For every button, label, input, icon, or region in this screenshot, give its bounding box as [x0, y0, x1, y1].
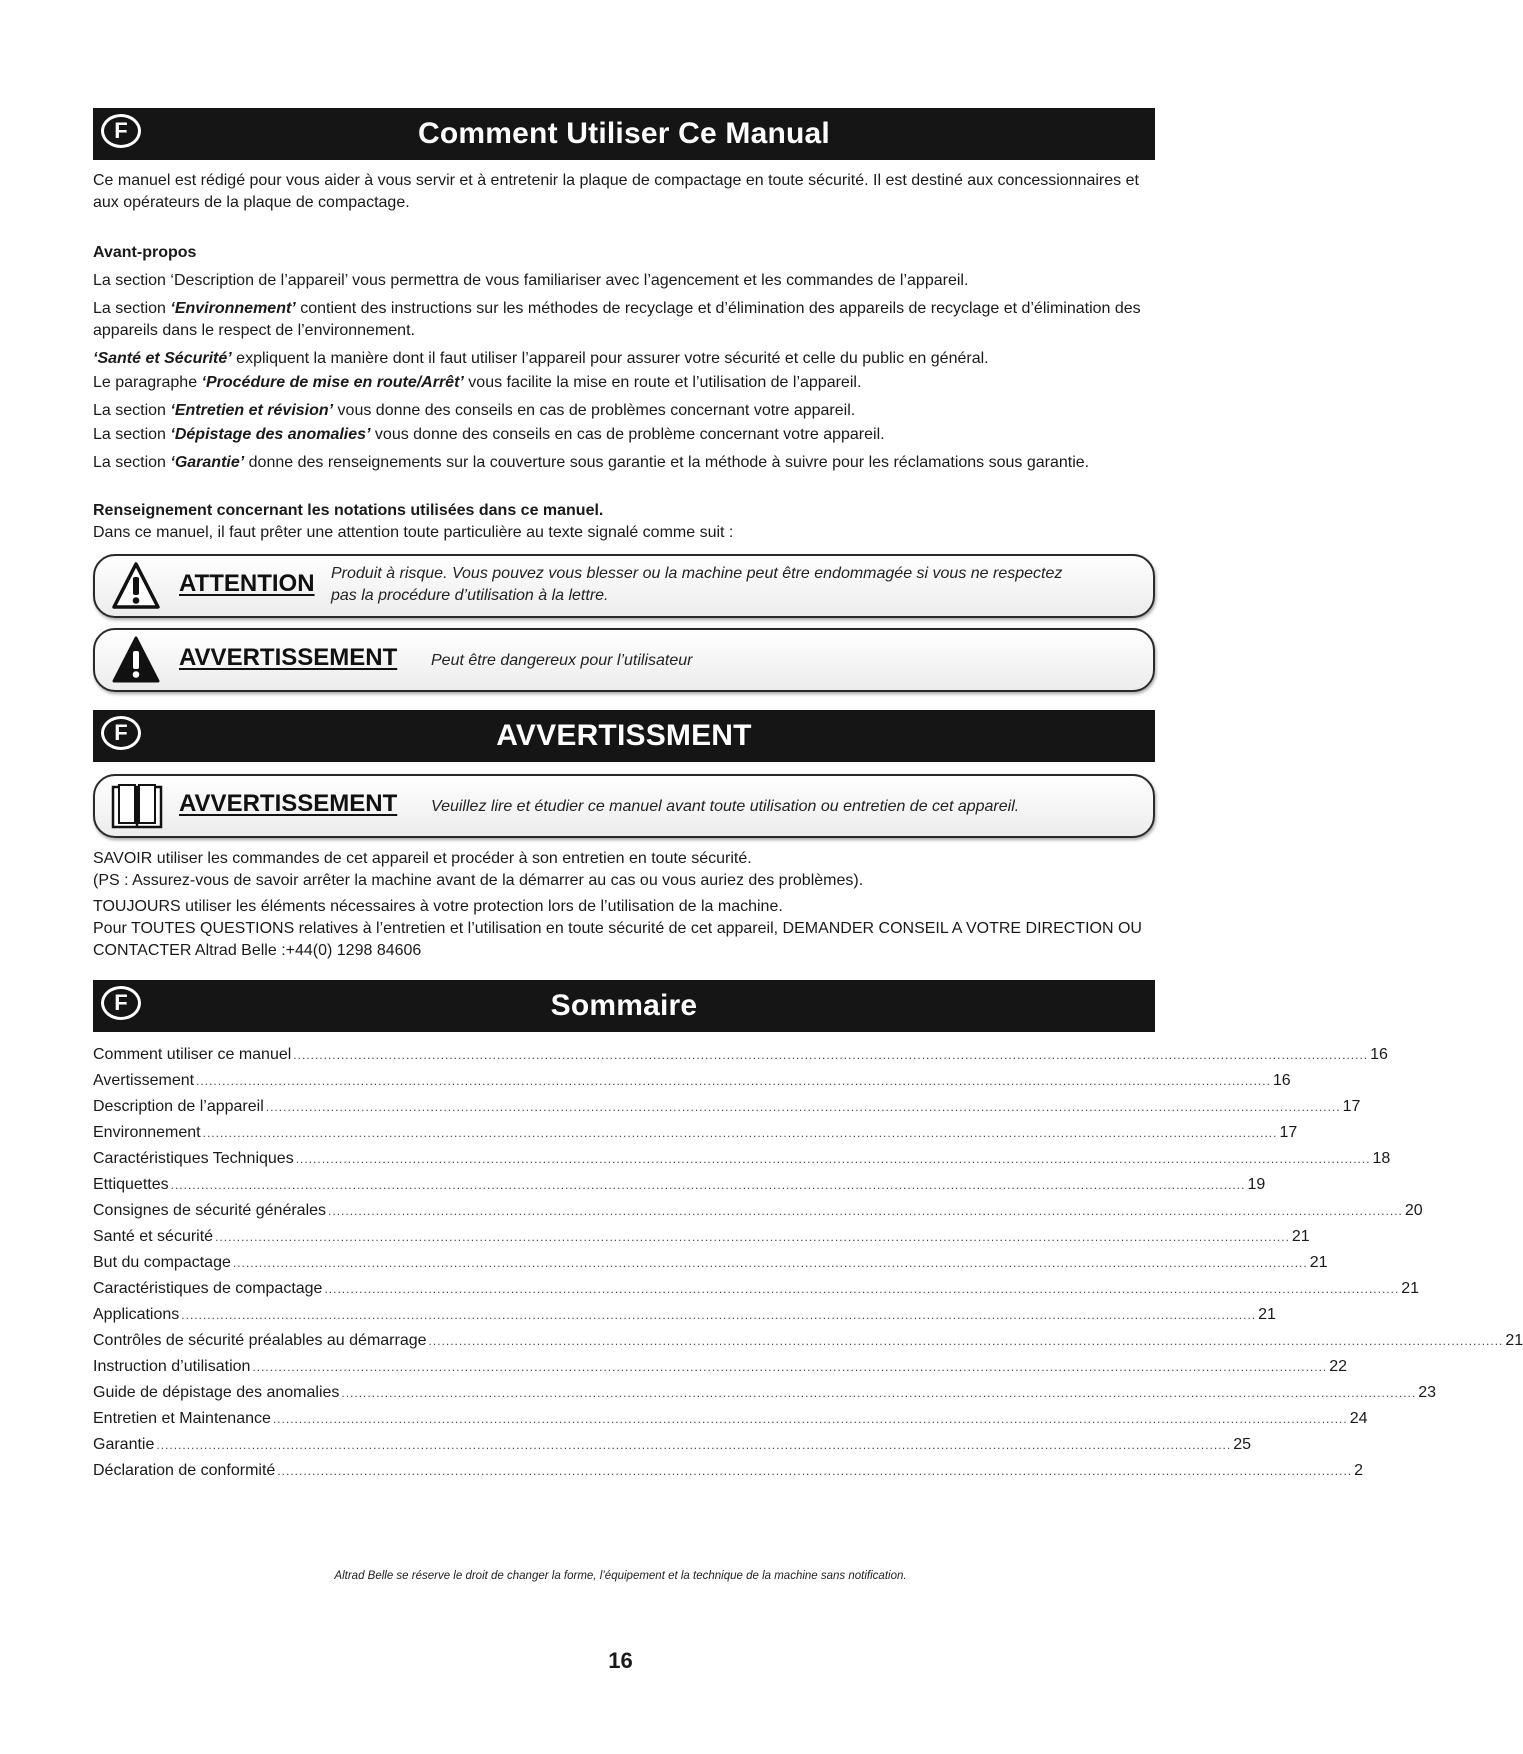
toc-entry[interactable]: Avertissement ........................................................................................................................................................................................................................................................ 16 [93, 1072, 1291, 1089]
attention-box [93, 554, 1155, 618]
language-badge-icon: F [101, 986, 141, 1020]
toc-entry[interactable]: Guide de dépistage des anomalies ........................................................................................................................................................................................................................................................ 23 [93, 1384, 1437, 1401]
section-title: Comment Utiliser Ce Manual [418, 117, 830, 150]
notation-heading: Renseignement concernant les notations utilisées dans ce manuel. [93, 502, 604, 519]
intro-paragraph: Ce manuel est rédigé pour vous aider à vous servir et à entretenir la plaque de compactage en toute sécurité. Il est destiné aux concessionnaires et aux opérateurs de la plaque de compactage. [93, 172, 1139, 211]
attention-text: Produit à risque. Vous pouvez vous blesser ou la machine peut être endommagée si vous ne respectez pas la procédure d’utilisation à la lettre. [331, 565, 1063, 604]
warning-label: AVVERTISSEMENT [179, 644, 398, 671]
section-title: Sommaire [550, 989, 698, 1022]
language-badge-icon: F [101, 716, 141, 750]
toc-entry[interactable]: Entretien et Maintenance ........................................................................................................................................................................................................................................................ 24 [93, 1410, 1368, 1427]
warning-box [93, 628, 1155, 692]
subheading-avant-propos: Avant-propos [93, 244, 197, 261]
paragraph-procedure: Le paragraphe ‘Procédure de mise en route/Arrêt’ vous facilite la mise en route et l’utilisation de l’appareil. [93, 374, 862, 391]
manual-page [93, 108, 1523, 1484]
instruction-line: Pour TOUTES QUESTIONS relatives à l’entretien et l’utilisation en toute sécurité de cet appareil, DEMANDER CONSEIL A VOTRE DIRECTION OU CONTACTER Altrad Belle :+44(0) 1298 84606 [93, 920, 1142, 959]
toc-entry[interactable]: Applications ........................................................................................................................................................................................................................................................ 21 [93, 1306, 1276, 1323]
disclaimer-footnote: Altrad Belle se réserve le droit de changer la forme, l’équipement et la technique de la machine sans notification. [334, 1570, 907, 1582]
paragraph-description: La section ‘Description de l’appareil’ vous permettra de vous familiariser avec l’agencement et les commandes de l’appareil. [93, 272, 969, 289]
toc-entry[interactable]: Contrôles de sécurité préalables au démarrage ........................................................................................................................................................................................................................................................ 21 [93, 1332, 1523, 1349]
toc-entry[interactable]: Déclaration de conformité ........................................................................................................................................................................................................................................................ 2 [93, 1462, 1364, 1479]
caution-triangle-outline-icon [111, 561, 161, 611]
section-title: AVVERTISSMENT [496, 719, 752, 752]
paragraph-garantie: La section ‘Garantie’ donne des renseignements sur la couverture sous garantie et la méthode à suivre pour les réclamations sous garantie. [93, 454, 1090, 471]
instruction-line: SAVOIR utiliser les commandes de cet appareil et procéder à son entretien en toute sécurité. [93, 850, 752, 867]
toc-entry[interactable]: But du compactage ........................................................................................................................................................................................................................................................ 21 [93, 1254, 1328, 1271]
toc-entry[interactable]: Santé et sécurité ........................................................................................................................................................................................................................................................ 21 [93, 1228, 1310, 1245]
paragraph-depistage: La section ‘Dépistage des anomalies’ vous donne des conseils en cas de problème concernant votre appareil. [93, 426, 885, 443]
table-of-contents [93, 1042, 1523, 1484]
toc-entry[interactable]: Instruction d’utilisation ........................................................................................................................................................................................................................................................ 22 [93, 1358, 1348, 1375]
paragraph-environnement: La section ‘Environnement’ contient des instructions sur les méthodes de recyclage et d’élimination des appareils de recyclage et d’élimination des appareils dans le respect de l’environnement. [93, 300, 1141, 339]
manual-warning-text: Veuillez lire et étudier ce manuel avant toute utilisation ou entretien de cet appareil. [431, 798, 1020, 815]
notation-subtext: Dans ce manuel, il faut prêter une attention toute particulière au texte signalé comme suit : [93, 524, 734, 541]
page-number: 16 [608, 1648, 633, 1673]
toc-entry[interactable]: Consignes de sécurité générales ........................................................................................................................................................................................................................................................ 20 [93, 1202, 1423, 1219]
manual-warning-label: AVVERTISSEMENT [179, 790, 398, 817]
warning-text: Peut être dangereux pour l’utilisateur [431, 652, 693, 669]
read-manual-box [93, 774, 1155, 838]
paragraph-sante: ‘Santé et Sécurité’ expliquent la manière dont il faut utiliser l’appareil pour assurer votre sécurité et celle du public en général. [93, 350, 989, 367]
toc-entry[interactable]: Caractéristiques de compactage ........................................................................................................................................................................................................................................................ 21 [93, 1280, 1420, 1297]
toc-entry[interactable]: Garantie ........................................................................................................................................................................................................................................................ 25 [93, 1436, 1251, 1453]
section-header-contents [93, 980, 1155, 1032]
warning-instructions [93, 848, 1155, 962]
toc-entry[interactable]: Comment utiliser ce manuel ........................................................................................................................................................................................................................................................ 16 [93, 1046, 1388, 1063]
book-manual-icon [111, 782, 163, 832]
instruction-line: (PS : Assurez-vous de savoir arrêter la machine avant de la démarrer au cas ou vous auriez des problèmes). [93, 872, 864, 889]
toc-entry[interactable]: Description de l’appareil ........................................................................................................................................................................................................................................................ 17 [93, 1098, 1361, 1115]
language-badge-icon: F [101, 114, 141, 148]
toc-entry[interactable]: Environnement ........................................................................................................................................................................................................................................................ 17 [93, 1124, 1298, 1141]
instruction-line: TOUJOURS utiliser les éléments nécessaires à votre protection lors de l’utilisation de la machine. [93, 898, 783, 915]
warning-triangle-filled-icon [111, 635, 161, 685]
section-header-warning [93, 710, 1155, 762]
toc-entry[interactable]: Ettiquettes ........................................................................................................................................................................................................................................................ 19 [93, 1176, 1266, 1193]
toc-entry[interactable]: Caractéristiques Techniques ........................................................................................................................................................................................................................................................ 18 [93, 1150, 1391, 1167]
attention-label: ATTENTION [179, 570, 315, 597]
paragraph-entretien: La section ‘Entretien et révision’ vous donne des conseils en cas de problèmes concernant votre appareil. [93, 402, 856, 419]
section-header-how-to-use [93, 108, 1155, 160]
